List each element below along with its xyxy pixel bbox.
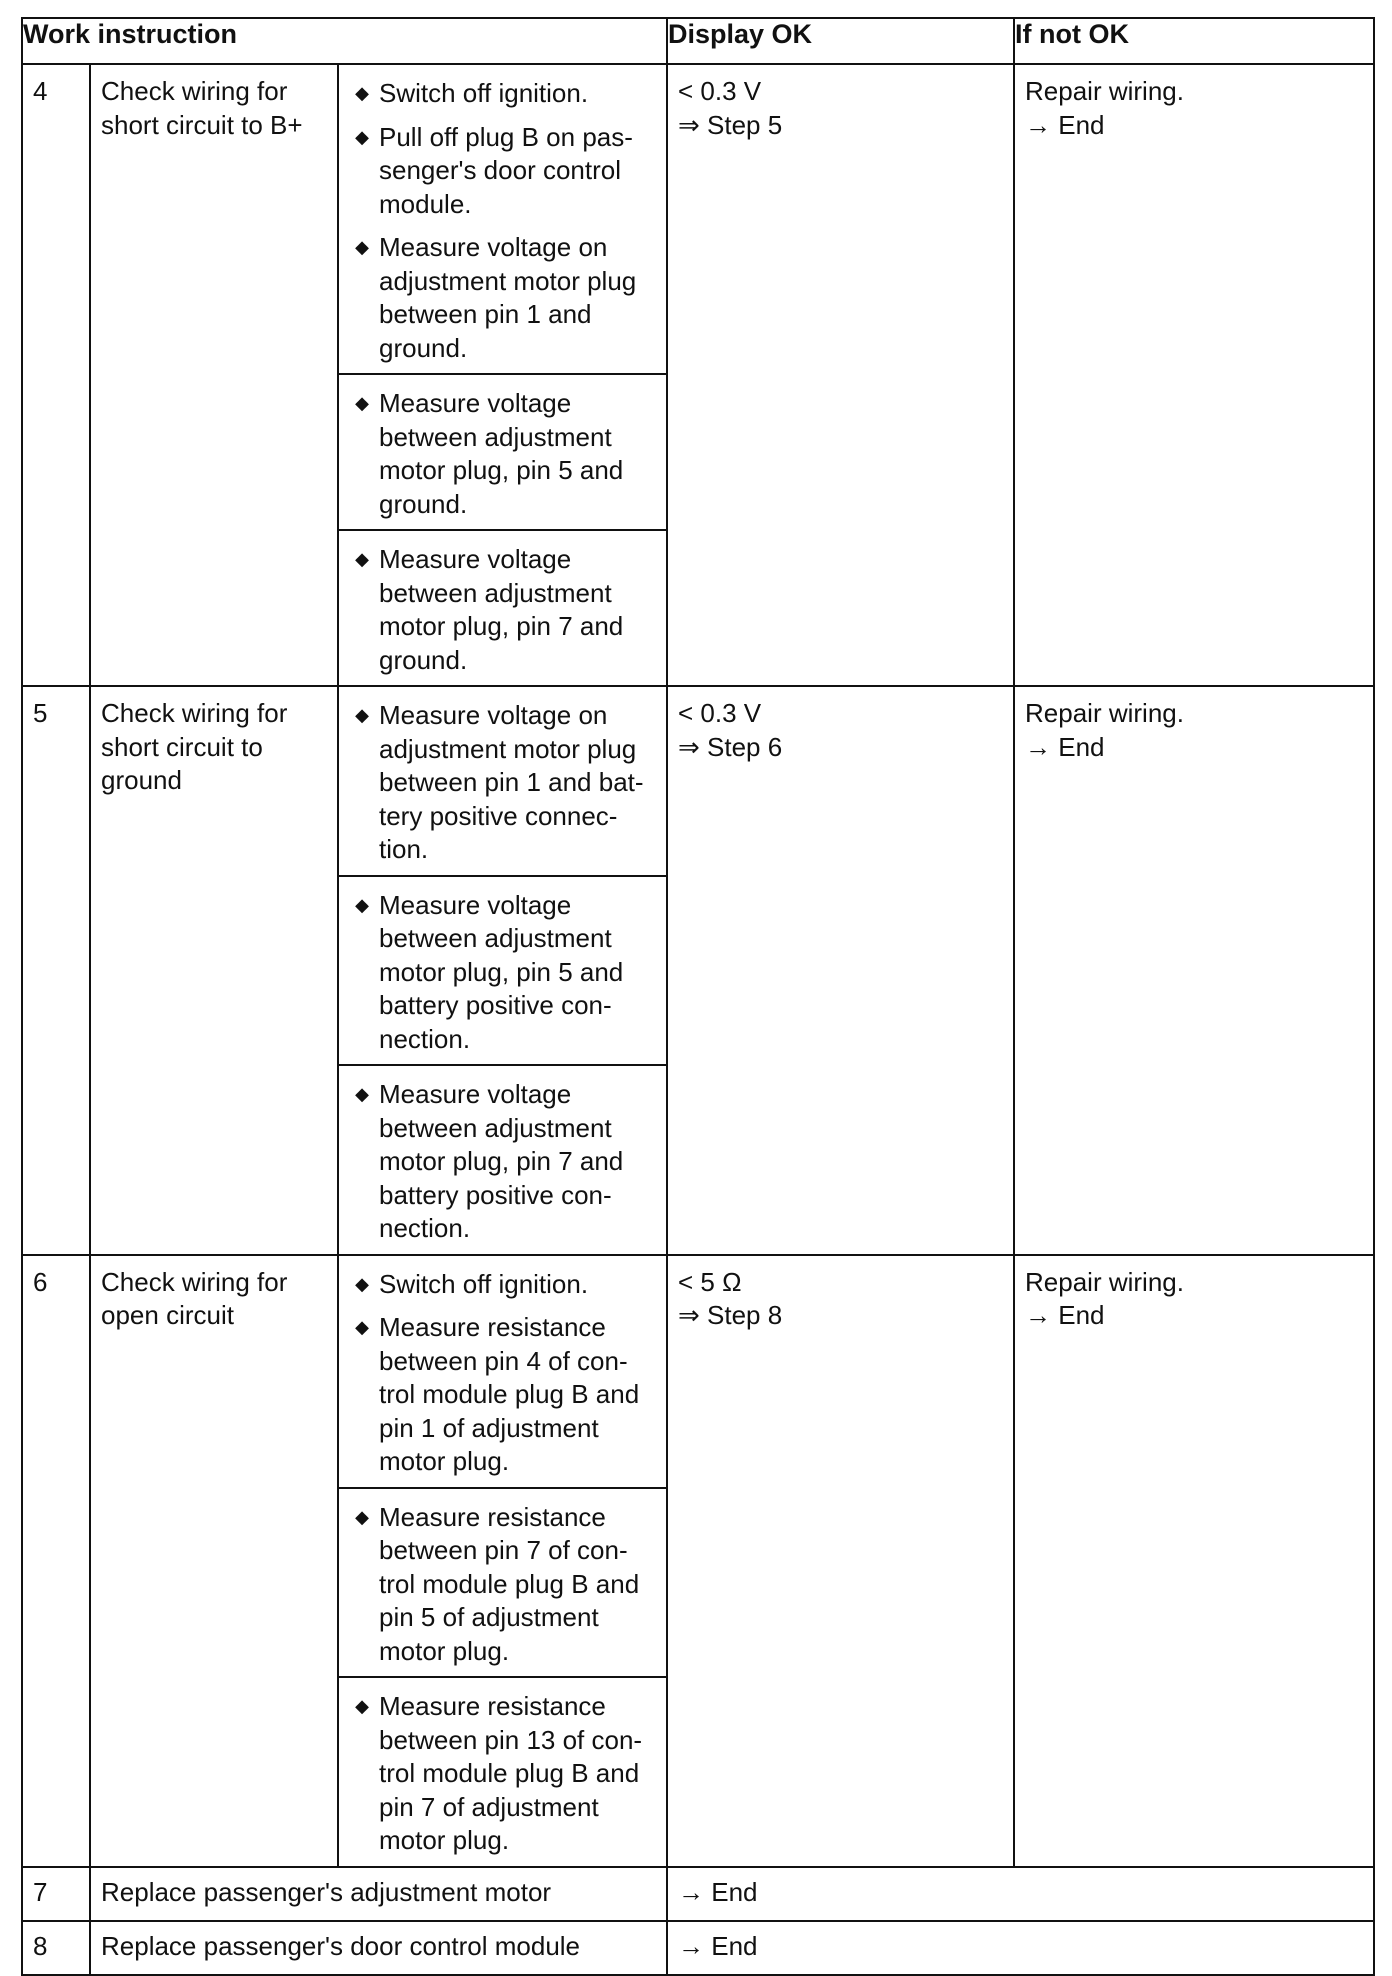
bullet-text: Switch off ignition. <box>379 78 589 108</box>
bullet-text: Measure resistance between pin 13 of con-trol module plug B and pin 7 of adjustment motor plug. <box>379 1691 643 1855</box>
bullet-text: Pull off plug B on pas-senger's door control module. <box>379 121 633 219</box>
work-instruction-table <box>21 17 1375 1976</box>
diamond-bullet-icon: ◆ <box>355 83 369 103</box>
bullet-item <box>345 1078 656 1246</box>
display-ok-cell <box>667 686 1014 1255</box>
header-if-not-ok: If not OK <box>1014 18 1374 64</box>
table-header-row <box>22 18 1374 64</box>
display-ok-cell <box>667 1255 1014 1867</box>
bullet-item <box>345 77 656 111</box>
step-row-5 <box>22 686 1374 1255</box>
bullet-item <box>345 231 656 365</box>
step-row-8 <box>22 1921 1374 1975</box>
display-ok-next: ⇒ Step 8 <box>678 1300 783 1330</box>
not-ok-next: → End <box>1025 731 1105 762</box>
instruction-block <box>339 1256 666 1487</box>
not-ok-action: Repair wiring. <box>1025 1266 1184 1297</box>
step-number: 4 <box>22 64 90 686</box>
header-work-instruction: Work instruction <box>22 18 667 64</box>
instruction-block <box>339 1676 666 1866</box>
bullet-text: Measure resistance between pin 7 of con-trol module plug B and pin 5 of adjustment motor plug. <box>379 1501 640 1666</box>
diamond-bullet-icon: ◆ <box>355 237 369 257</box>
step-number: 8 <box>22 1921 90 1975</box>
bullet-item <box>345 1501 656 1669</box>
step-result: → End <box>667 1921 1374 1975</box>
bullet-item <box>345 699 656 867</box>
instruction-block <box>339 65 666 373</box>
step-row-4 <box>22 64 1374 686</box>
bullet-text: Measure voltage on adjustment motor plug between pin 1 and ground. <box>379 232 637 363</box>
step-instruction: Replace passenger's door control module <box>90 1921 667 1975</box>
step-instructions <box>338 64 667 686</box>
display-ok-value: < 0.3 V <box>678 76 762 106</box>
bullet-item <box>345 1268 656 1302</box>
instruction-block <box>339 1064 666 1254</box>
instruction-block <box>339 1487 666 1677</box>
bullet-text: Measure resistance between pin 4 of con-trol module plug B and pin 1 of adjustment motor plug. <box>379 1312 640 1476</box>
display-ok-next: ⇒ Step 6 <box>678 731 783 762</box>
bullet-text: Measure voltage between adjustment motor plug, pin 7 and ground. <box>379 544 624 675</box>
diamond-bullet-icon: ◆ <box>355 393 369 413</box>
step-check: Check wiring for short circuit to ground <box>90 686 338 1255</box>
not-ok-action: Repair wiring. <box>1025 698 1184 728</box>
diamond-bullet-icon: ◆ <box>355 1273 369 1294</box>
bullet-text: Measure voltage on adjustment motor plug between pin 1 and bat-tery positive connec-tion. <box>379 700 644 864</box>
diamond-bullet-icon: ◆ <box>355 126 369 147</box>
diamond-bullet-icon: ◆ <box>355 1696 369 1716</box>
instruction-block <box>339 875 666 1065</box>
display-ok-value: < 0.3 V <box>678 698 762 728</box>
step-check: Check wiring for short circuit to B+ <box>90 64 338 686</box>
instruction-block <box>339 529 666 685</box>
not-ok-action: Repair wiring. <box>1025 76 1184 106</box>
not-ok-next: → End <box>1025 1300 1105 1330</box>
step-number: 5 <box>22 686 90 1255</box>
bullet-item <box>345 1311 656 1479</box>
not-ok-cell <box>1014 1255 1374 1867</box>
step-row-6 <box>22 1255 1374 1867</box>
bullet-item <box>345 121 656 222</box>
display-ok-cell <box>667 64 1014 686</box>
instruction-block <box>339 687 666 875</box>
step-number: 6 <box>22 1255 90 1867</box>
step-instructions <box>338 686 667 1255</box>
not-ok-next: → End <box>1025 109 1105 140</box>
diamond-bullet-icon: ◆ <box>355 1317 369 1337</box>
display-ok-value: < 5 Ω <box>678 1266 742 1297</box>
not-ok-cell <box>1014 64 1374 686</box>
step-number: 7 <box>22 1867 90 1921</box>
instruction-block <box>339 373 666 529</box>
bullet-item <box>345 387 656 521</box>
bullet-text: Switch off ignition. <box>379 1268 589 1299</box>
bullet-item <box>345 543 656 677</box>
diamond-bullet-icon: ◆ <box>355 894 369 915</box>
diamond-bullet-icon: ◆ <box>355 549 369 569</box>
step-check: Check wiring for open circuit <box>90 1255 338 1867</box>
bullet-text: Measure voltage between adjustment motor plug, pin 5 and battery positive con-nection. <box>379 889 624 1054</box>
bullet-item <box>345 889 656 1057</box>
diamond-bullet-icon: ◆ <box>355 1084 369 1104</box>
diamond-bullet-icon: ◆ <box>355 705 369 725</box>
header-display-ok: Display OK <box>667 18 1014 64</box>
not-ok-cell <box>1014 686 1374 1255</box>
display-ok-next: ⇒ Step 5 <box>678 109 783 140</box>
bullet-text: Measure voltage between adjustment motor plug, pin 5 and ground. <box>379 388 624 519</box>
step-instructions <box>338 1255 667 1867</box>
step-row-7 <box>22 1867 1374 1921</box>
bullet-item <box>345 1690 656 1858</box>
step-instruction: Replace passenger's adjustment motor <box>90 1867 667 1921</box>
diamond-bullet-icon: ◆ <box>355 1506 369 1527</box>
step-result: → End <box>667 1867 1374 1921</box>
bullet-text: Measure voltage between adjustment motor plug, pin 7 and battery positive con-nection. <box>379 1079 624 1243</box>
